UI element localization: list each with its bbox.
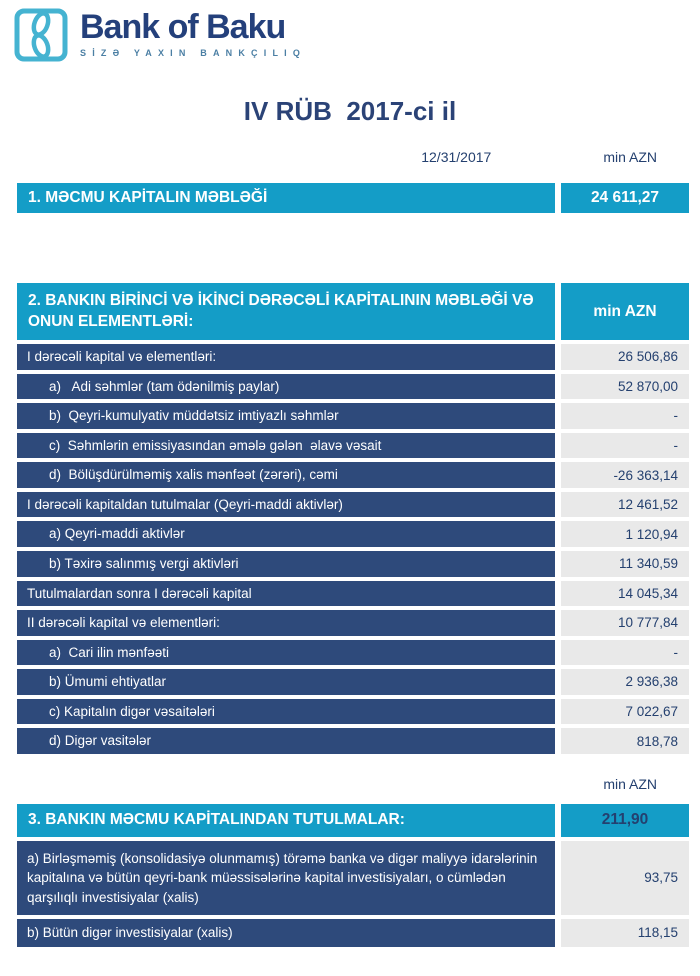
table-row xyxy=(17,433,689,459)
report-date: 12/31/2017 xyxy=(421,149,492,165)
row-label: a) Adi səhmlər (tam ödənilmiş paylar) xyxy=(17,374,555,400)
table-row xyxy=(17,919,689,947)
deductions-table xyxy=(17,804,689,947)
row-value: 11 340,59 xyxy=(561,551,689,577)
row-label: II dərəcəli kapital və elementləri: xyxy=(17,610,555,636)
row-value: 10 777,84 xyxy=(561,610,689,636)
table-row xyxy=(17,669,689,695)
table-row xyxy=(17,521,689,547)
table-row xyxy=(17,640,689,666)
section-2-unit: min AZN xyxy=(561,283,689,340)
table-row xyxy=(17,374,689,400)
section-3-title: 3. BANKIN MƏCMU KAPİTALINDAN TUTULMALAR: xyxy=(17,804,555,837)
row-value: - xyxy=(561,403,689,429)
table-row xyxy=(17,610,689,636)
row-value: 2 936,38 xyxy=(561,669,689,695)
row-value: 93,75 xyxy=(561,841,689,915)
unit-label-top: min AZN xyxy=(603,149,657,165)
row-label: I dərəcəli kapitaldan tutulmalar (Qeyri-maddi aktivlər) xyxy=(17,492,555,518)
row-value: 818,78 xyxy=(561,728,689,754)
report-title: IV RÜB 2017-ci il xyxy=(243,96,457,126)
row-label: I dərəcəli kapital və elementləri: xyxy=(17,344,555,370)
row-value: 1 120,94 xyxy=(561,521,689,547)
row-label: c) Kapitalın digər vəsaitələri xyxy=(17,699,555,725)
section-2-header xyxy=(17,283,689,340)
brand-name: Bank of Baku xyxy=(80,8,286,46)
unit-label-section-3: min AZN xyxy=(603,775,657,792)
table-row xyxy=(17,728,689,754)
row-label: c) Səhmlərin emissiyasından əmələ gələn əlavə vəsait xyxy=(17,433,555,459)
table-row xyxy=(17,462,689,488)
section-3-header xyxy=(17,804,689,837)
brand-header xyxy=(0,0,700,62)
row-value: 7 022,67 xyxy=(561,699,689,725)
row-label: d) Bölüşdürülməmiş xalis mənfəət (zərəri), cəmi xyxy=(17,462,555,488)
row-value: - xyxy=(561,433,689,459)
brand-text xyxy=(80,8,306,58)
row-value: 26 506,86 xyxy=(561,344,689,370)
row-label: b) Qeyri-kumulyativ müddətsiz imtiyazlı səhmlər xyxy=(17,403,555,429)
row-value: 118,15 xyxy=(561,919,689,947)
section-2-title: 2. BANKIN BİRİNCİ VƏ İKİNCİ DƏRƏCƏLİ KAPİTALININ MƏBLƏĞİ VƏ ONUN ELEMENTLƏRİ: xyxy=(17,283,555,340)
row-label: b) Bütün digər investisiyalar (xalis) xyxy=(17,919,555,947)
table-row xyxy=(17,344,689,370)
brand-tagline: SİZƏ YAXIN BANKÇILIQ xyxy=(80,48,307,58)
capital-table xyxy=(17,183,689,754)
bank-of-baku-logo-icon xyxy=(14,8,68,62)
table-row xyxy=(17,841,689,915)
table-row xyxy=(17,403,689,429)
row-label: a) Cari ilin mənfəəti xyxy=(17,640,555,666)
table-row xyxy=(17,492,689,518)
row-label: b) Təxirə salınmış vergi aktivləri xyxy=(17,551,555,577)
meta-row xyxy=(0,149,700,165)
table-row xyxy=(17,581,689,607)
row-value: 12 461,52 xyxy=(561,492,689,518)
row-label: a) Qeyri-maddi aktivlər xyxy=(17,521,555,547)
section-1-header xyxy=(17,183,689,213)
row-value: 52 870,00 xyxy=(561,374,689,400)
section-1-value: 24 611,27 xyxy=(561,183,689,213)
row-value: - xyxy=(561,640,689,666)
table-row xyxy=(17,551,689,577)
section-3-value: 211,90 xyxy=(561,804,689,837)
section-1-title: 1. MƏCMU KAPİTALIN MƏBLƏĞİ xyxy=(17,183,555,213)
row-value: 14 045,34 xyxy=(561,581,689,607)
row-value: -26 363,14 xyxy=(561,462,689,488)
row-label: a) Birləşməmiş (konsolidasiyə olunmamış) törəmə banka və digər maliyyə idarələrinin kapitalına və bütün qeyri-bank müəssisələrinə kapital investisiyaları, o cümlədən qarşılıqlı investisiyalar (xalis) xyxy=(17,841,555,915)
row-label: b) Ümumi ehtiyatlar xyxy=(17,669,555,695)
table-row xyxy=(17,699,689,725)
spacer xyxy=(17,213,689,283)
row-label: Tutulmalardan sonra I dərəcəli kapital xyxy=(17,581,555,607)
row-label: d) Digər vasitələr xyxy=(17,728,555,754)
